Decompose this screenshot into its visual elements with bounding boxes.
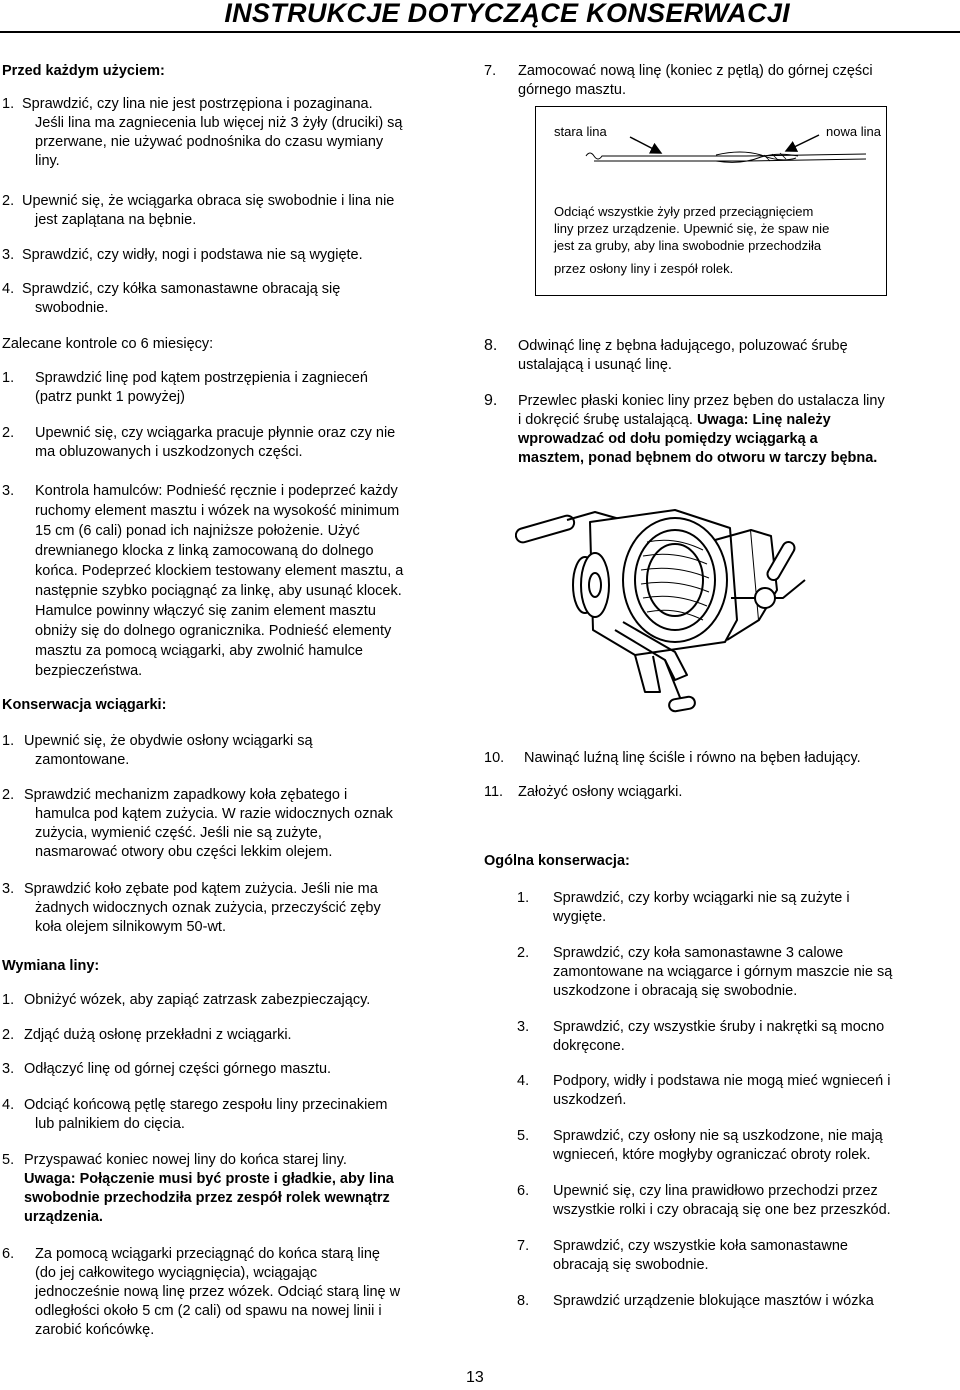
every6-item-2: 2. Upewnić się, czy wciągarka pracuje płynnie oraz czy nie ma obluzowanych i uszkodzonych części. — [2, 425, 396, 460]
page-title: INSTRUKCJE DOTYCZĄCE KONSERWACJI — [224, 0, 790, 28]
right-item-11: 11. Założyć osłony wciągarki. — [484, 784, 683, 800]
every6-item-1: 1. Sprawdzić linę pod kątem postrzępienia i zagnieceń (patrz punkt 1 powyżej) — [2, 370, 368, 405]
winch-heading: Konserwacja wciągarki: — [2, 697, 167, 713]
rope-item-3: 3. Odłączyć linę od górnej części górnego masztu. — [2, 1061, 332, 1077]
right-item-8: 8. Odwinąć linę z bębna ładującego, poluzować śrubę ustalającą i usunąć linę. — [484, 337, 848, 373]
general-item-2: 2. Sprawdzić, czy koła samonastawne 3 calowe zamontowane na wciągarce i górnym maszcie nie są uszkodzone i obracają się swobodnie. — [517, 945, 893, 999]
general-item-7: 7. Sprawdzić, czy wszystkie koła samonastawne obracają się swobodnie. — [517, 1238, 848, 1273]
general-heading: Ogólna konserwacja: — [484, 853, 630, 869]
rope-item-5: 5. Przyspawać koniec nowej liny do końca starej liny. Uwaga: Połączenie musi być proste i gładkie, aby lina swobodnie przechodziła przez zespół rolek wewnątrz urządzenia. — [2, 1151, 477, 1227]
winch-illustration — [515, 470, 830, 725]
before-use-item-3: 3. Sprawdzić, czy widły, nogi i podstawa nie są wygięte. — [2, 247, 363, 263]
general-item-3: 3. Sprawdzić, czy wszystkie śruby i nakrętki są mocno dokręcone. — [517, 1019, 885, 1054]
every6-item-3: 3. Kontrola hamulców: Podnieść ręcznie i podeprzeć każdy ruchomy element masztu i wózek na wysokość minimum 15 cm (6 cali) ponad ich najniższe położenie. Użyć drewnianego klocka z linką zamocowaną do dolnego końca. Podeprzeć klockiem testowany element masztu, a następnie szybko pociągnąć za linkę, aby usunąć klocek. Hamulce powinny włączyć się zanim element masztu obniży się do dolnego ogranicznika. Podnieść elementy masztu za pomocą wciągarki, aby zwolnić hamulce bezpieczeństwa. — [2, 483, 404, 679]
winch-item-3: 3. Sprawdzić koło zębate pod kątem zużycia. Jeśli nie ma żadnych widocznych oznak zużycia, przeczyścić zęby koła olejem silnikowym 50-wt. — [2, 881, 381, 935]
right-item-7: 7. Zamocować nową linę (koniec z pętlą) do górnej części górnego masztu. — [484, 63, 873, 98]
every6-heading: Zalecane kontrole co 6 miesięcy: — [2, 336, 214, 352]
general-item-5: 5. Sprawdzić, czy osłony nie są uszkodzone, nie mają wgnieceń, które mogłyby ograniczać obroty rolek. — [517, 1128, 883, 1163]
general-item-8: 8. Sprawdzić urządzenie blokujące masztów i wózka — [517, 1293, 874, 1309]
rope-splice-figure — [535, 106, 887, 296]
rope-item-2: 2. Zdjąć dużą osłonę przekładni z wciągarki. — [2, 1027, 292, 1043]
before-use-item-4: 4. Sprawdzić, czy kółka samonastawne obracają się swobodnie. — [2, 281, 341, 316]
general-item-4: 4. Podpory, widły i podstawa nie mogą mieć wgnieceń i uszkodzeń. — [517, 1073, 891, 1108]
winch-item-1: 1. Upewnić się, że obydwie osłony wciągarki są zamontowane. — [2, 733, 313, 768]
figure-caption: Odciąć wszystkie żyły przed przeciągnięciem liny przez urządzenie. Upewnić się, że spaw nie jest za gruby, aby lina swobodnie przechodziła przez osłony liny i zespół rolek. — [554, 204, 830, 276]
general-item-6: 6. Upewnić się, czy lina prawidłowo przechodzi przez wszystkie rolki i czy obracają się one bez przeszkód. — [517, 1183, 891, 1218]
rope-item-1: 1. Obniżyć wózek, aby zapiąć zatrzask zabezpieczający. — [2, 992, 371, 1008]
general-item-1: 1. Sprawdzić, czy korby wciągarki nie są zużyte i wygięte. — [517, 890, 850, 925]
new-rope-label: nowa lina — [826, 124, 881, 139]
rope-heading: Wymiana liny: — [2, 958, 100, 974]
page-number: 13 — [466, 1369, 484, 1386]
right-item-10: 10. Nawinąć luźną linę ściśle i równo na bęben ładujący. — [484, 750, 861, 766]
rope-item-6: 6. Za pomocą wciągarki przeciągnąć do końca starą linę (do jej całkowitego wyciągnięcia), wciągając jednocześnie nową linę przez wózek. Odciąć starą linę w odległości około 5 cm (2 cali) od spawu na nowej linii i zarobić końcówkę. — [2, 1246, 401, 1338]
rope-item-4: 4. Odciąć końcową pętlę starego zespołu liny przecinakiem lub palnikiem do cięcia. — [2, 1097, 388, 1132]
title-rule — [0, 31, 960, 33]
rope-item-5-note: Uwaga: Połączenie musi być proste i gładkie, aby lina — [24, 1171, 394, 1187]
winch-item-2: 2. Sprawdzić mechanizm zapadkowy koła zębatego i hamulca pod kątem zużycia. W razie widocznych oznak zużycia, wymienić część. Jeśli nie są zużyte, nasmarować otwory obu części lekkim olejem. — [2, 787, 393, 860]
before-use-item-2: 2. Upewnić się, że wciągarka obraca się swobodnie i lina nie jest zaplątana na bębnie. — [2, 193, 395, 228]
old-rope-label: stara lina — [554, 124, 607, 139]
before-use-item-1: 1. Sprawdzić, czy lina nie jest postrzępiona i pozaginana. Jeśli lina ma zagniecenia lub więcej niż 3 żyły (druciki) są przerwane, nie używać podnośnika do czasu wymiany liny. — [2, 96, 403, 169]
right-item-9: 9. Przewlec płaski koniec liny przez bęben do ustalacza liny i dokręcić śrubę ustalającą. Uwaga: Linę należy wprowadzać od dołu pomiędzy wciągarką a masztem, ponad bębnem do otworu w tarczy bębna. — [484, 392, 885, 466]
before-use-heading: Przed każdym użyciem: — [2, 63, 165, 79]
